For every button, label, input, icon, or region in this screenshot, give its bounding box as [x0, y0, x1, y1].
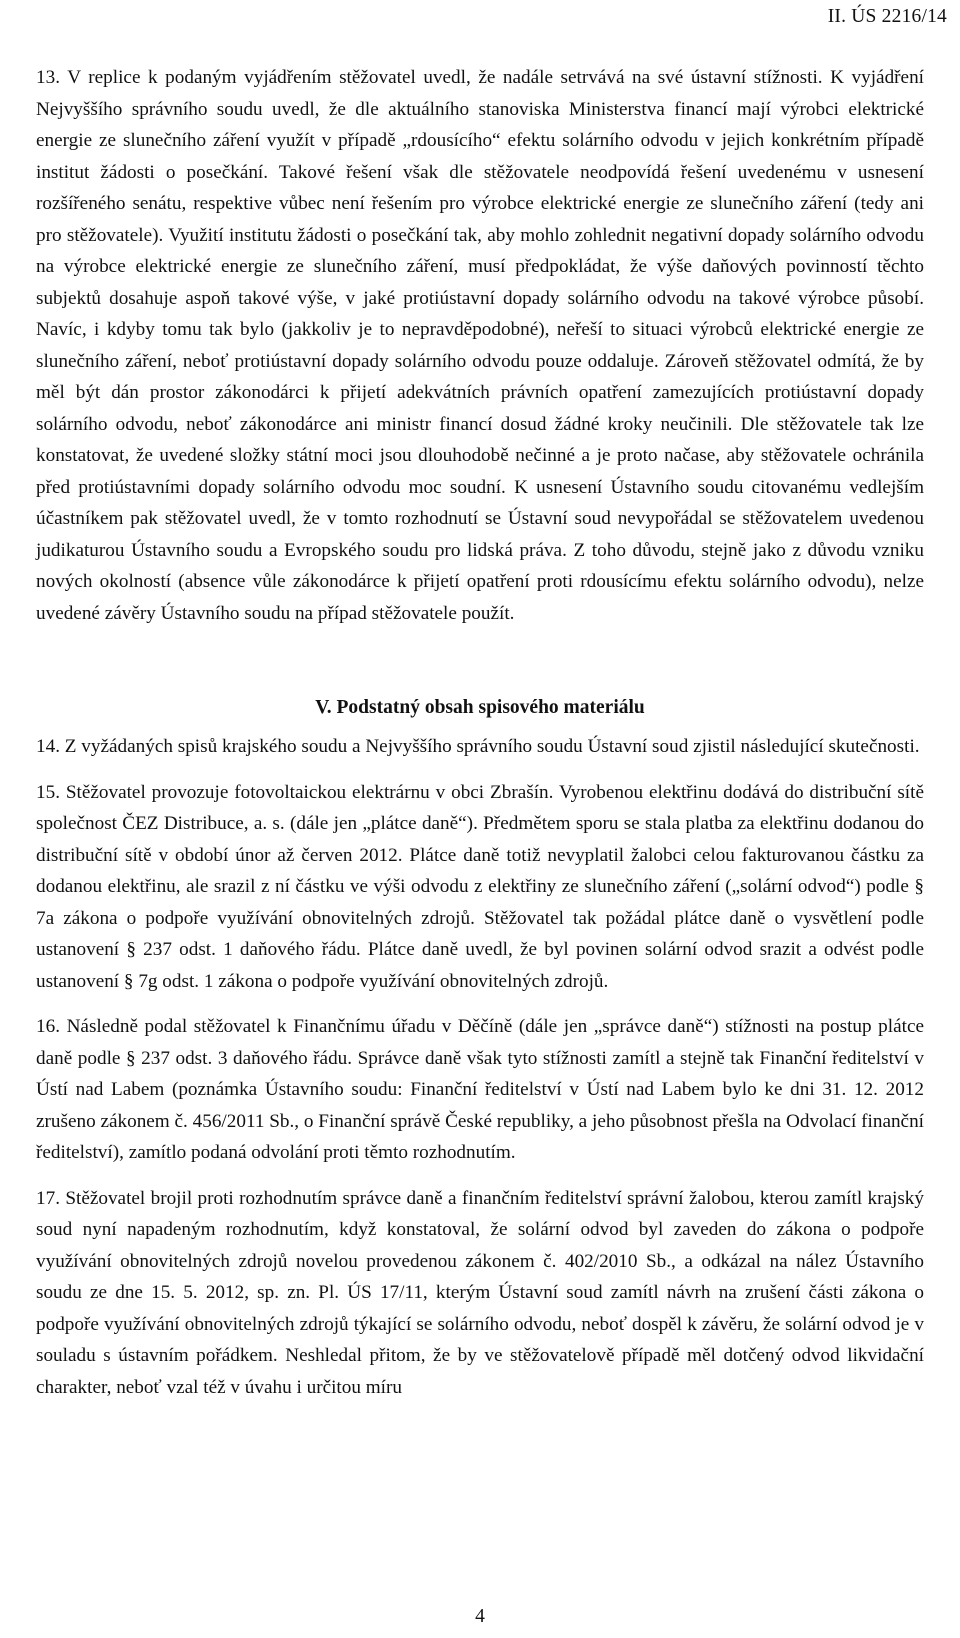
- section-heading: V. Podstatný obsah spisového materiálu: [315, 697, 645, 718]
- paragraph-16: 16. Následně podal stěžovatel k Finančnímu úřadu v Děčíně (dále jen „správce daně“) stížnosti na postup plátce daně podle § 237 odst. 3 daňového řádu. Správce daně však tyto stížnosti zamítl a stejně tak Finanční ředitelství v Ústí nad Labem (poznámka Ústavního soudu: Finanční ředitelství v Ústí nad Labem bylo ke dni 31. 12. 2012 zrušeno zákonem č. 456/2011 Sb., o Finanční správě České republiky, a jeho působnost přešla na Odvolací finanční ředitelství), zamítlo podaná odvolání proti těmto rozhodnutím.: [36, 1016, 924, 1163]
- paragraph-15: 15. Stěžovatel provozuje fotovoltaickou elektrárnu v obci Zbrašín. Vyrobenou elektřinu dodává do distribuční sítě společnost ČEZ Distribuce, a. s. (dále jen „plátce daně“). Předmětem sporu se stala platba za elektřinu dodanou do distribuční sítě v období únor až červen 2012. Plátce daně totiž nevyplatil žalobci celou fakturovanou částku za dodanou elektřinu, ale srazil z ní částku ve výši odvodu z elektřiny ze slunečního záření („solární odvod“) podle § 7a zákona o podpoře využívání obnovitelných zdrojů. Stěžovatel tak požádal plátce daně o vysvětlení podle ustanovení § 237 odst. 1 daňového řádu. Plátce daně uvedl, že byl povinen solární odvod srazit a odvést podle ustanovení § 7g odst. 1 zákona o podpoře využívání obnovitelných zdrojů.: [36, 781, 924, 992]
- paragraph-14: 14. Z vyžádaných spisů krajského soudu a Nejvyššího správního soudu Ústavní soud zjistil následující skutečnosti.: [36, 736, 920, 757]
- page-number: 4: [475, 1606, 485, 1627]
- document-reference: II. ÚS 2216/14: [827, 6, 947, 27]
- paragraph-17: 17. Stěžovatel brojil proti rozhodnutím správce daně a finančním ředitelství správní žalobou, kterou zamítl krajský soud nyní napadeným rozhodnutím, když konstatoval, že solární odvod byl zaveden do zákona o podpoře využívání obnovitelných zdrojů novelou provedenou zákonem č. 402/2010 Sb., a odkázal na nález Ústavního soudu ze dne 15. 5. 2012, sp. zn. Pl. ÚS 17/11, kterým Ústavní soud zamítl návrh na zrušení části zákona o podpoře využívání obnovitelných zdrojů týkající se solárního odvodu, neboť dospěl k závěru, že solární odvod je v souladu s ústavním pořádkem. Neshledal přitom, že by ve stěžovatelově případě měl dotčený odvod likvidační charakter, neboť vzal též v úvahu i určitou míru: [36, 1187, 924, 1398]
- document-body: [36, 62, 924, 1403]
- paragraph-13: 13. V replice k podaným vyjádřením stěžovatel uvedl, že nadále setrvává na své ústavní stížnosti. K vyjádření Nejvyššího správního soudu uvedl, že dle aktuálního stanoviska Ministerstva financí mají výrobci elektrické energie ze slunečního záření využít v případě „rdousícího“ efektu solárního odvodu v jejich konkrétním případě institut žádosti o posečkání. Takové řešení však dle stěžovatele neodpovídá řešení uvedenému v usnesení rozšířeného senátu, respektive vůbec není řešením pro výrobce elektrické energie ze slunečního záření (tedy ani pro stěžovatele). Využití institutu žádosti o posečkání tak, aby mohlo zohlednit negativní dopady solárního odvodu na výrobce elektrické energie ze slunečního záření, musí předpokládat, že výše daňových povinností těchto subjektů dosahuje aspoň takové výše, v jaké protiústavní dopady solárního odvodu na takové výrobce působí. Navíc, i kdyby tomu tak bylo (jakkoliv je to nepravděpodobné), neřeší to situaci výrobců elektrické energie ze slunečního záření, neboť protiústavní dopady solárního odvodu pouze oddaluje. Zároveň stěžovatel odmítá, že by měl být dán prostor zákonodárci k přijetí adekvátních právních opatření zamezujících protiústavní dopady solárního odvodu, neboť zákonodárce ani ministr financí dosud žádné kroky neučinili. Dle stěžovatele tak lze konstatovat, že uvedené složky státní moci jsou dlouhodobě nečinné a je proto načase, aby stěžovatele ochránila před protiústavními dopady solárního odvodu moc soudní. K usnesení Ústavního soudu citovanému vedlejším účastníkem pak stěžovatel uvedl, že v tomto rozhodnutí se Ústavní soud nevypořádal se stěžovatelem uvedenou judikaturou Ústavního soudu a Evropského soudu pro lidská práva. Z toho důvodu, stejně jako z důvodu vzniku nových okolností (absence vůle zákonodárce k přijetí opatření proti rdousícímu efektu solárního odvodu), nelze uvedené závěry Ústavního soudu na případ stěžovatele použít.: [36, 67, 924, 624]
